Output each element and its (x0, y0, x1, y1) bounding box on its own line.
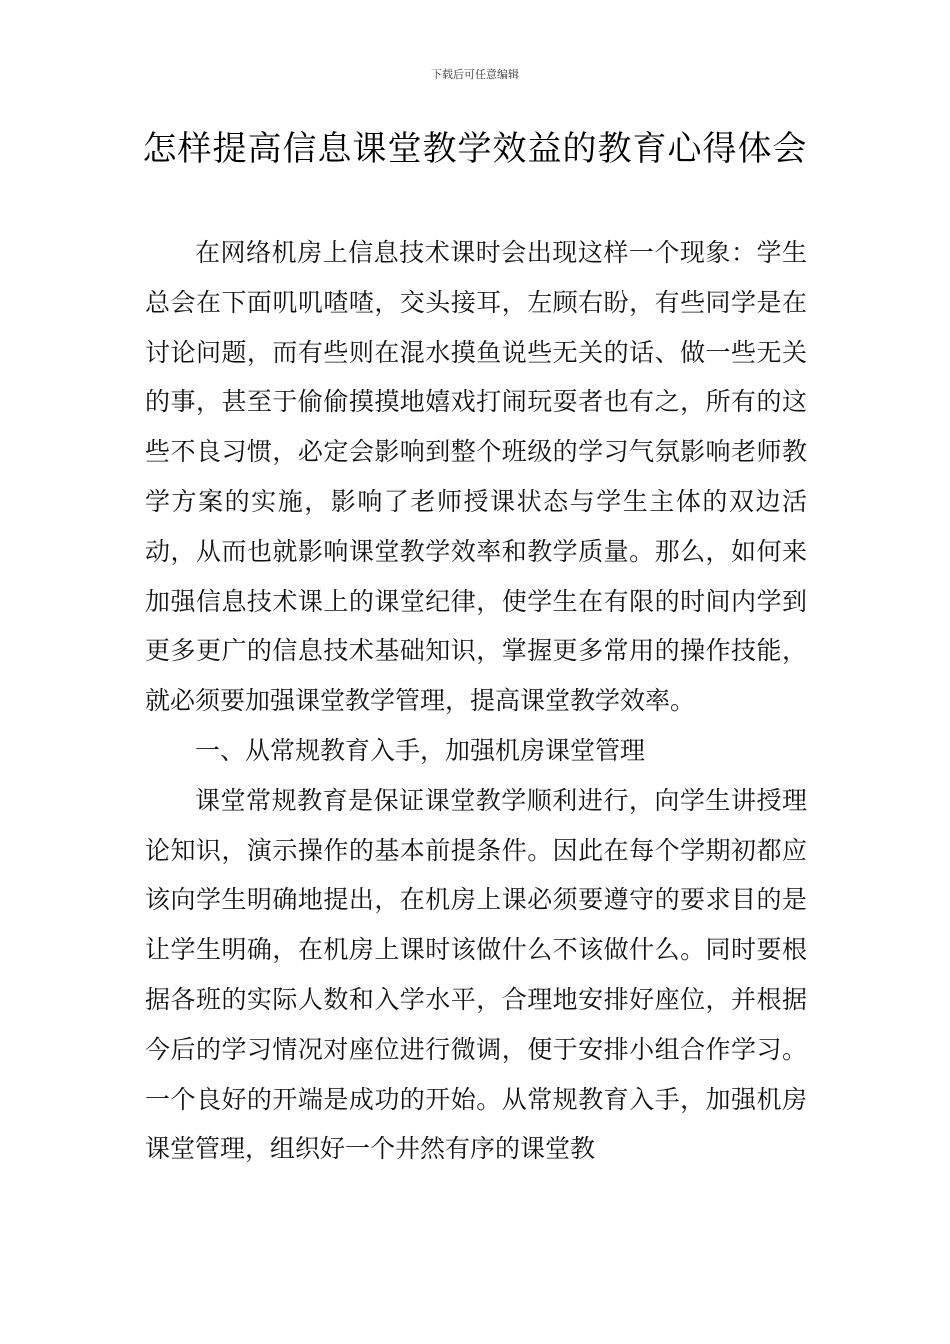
section-heading-1: 一、从常规教育入手，加强机房课堂管理 (195, 735, 646, 765)
document-body (145, 228, 807, 1174)
paragraph-intro: 在网络机房上信息技术课时会出现这样一个现象：学生总会在下面叽叽喳喳，交头接耳，左顾右盼，有些同学是在讨论问题，而有些则在混水摸鱼说些无关的话、做一些无关的事，甚至于偷偷摸摸地嬉戏打闹玩耍者也有之，所有的这些不良习惯，必定会影响到整个班级的学习气氛影响老师教学方案的实施，影响了老师授课状态与学生主体的双边活动，从而也就影响课堂教学效率和教学质量。那么，如何来加强信息技术课上的课堂纪律，使学生在有限的时间内学到更多更广的信息技术基础知识，掌握更多常用的操作技能，就必须要加强课堂教学管理，提高课堂教学效率。 (145, 238, 807, 716)
paragraph-section-1: 课堂常规教育是保证课堂教学顺利进行，向学生讲授理论知识，演示操作的基本前提条件。因此在每个学期初都应该向学生明确地提出，在机房上课必须要遵守的要求目的是让学生明确，在机房上课时该做什么不该做什么。同时要根据各班的实际人数和入学水平，合理地安排好座位，并根据今后的学习情况对座位进行微调，便于安排小组合作学习。一个良好的开端是成功的开始。从常规教育入手，加强机房课堂管理，组织好一个井然有序的课堂教 (145, 785, 807, 1164)
document-title: 怎样提高信息课堂教学效益的教育心得体会 (142, 129, 808, 169)
page-header-note: 下载后可任意编辑 (431, 68, 519, 81)
